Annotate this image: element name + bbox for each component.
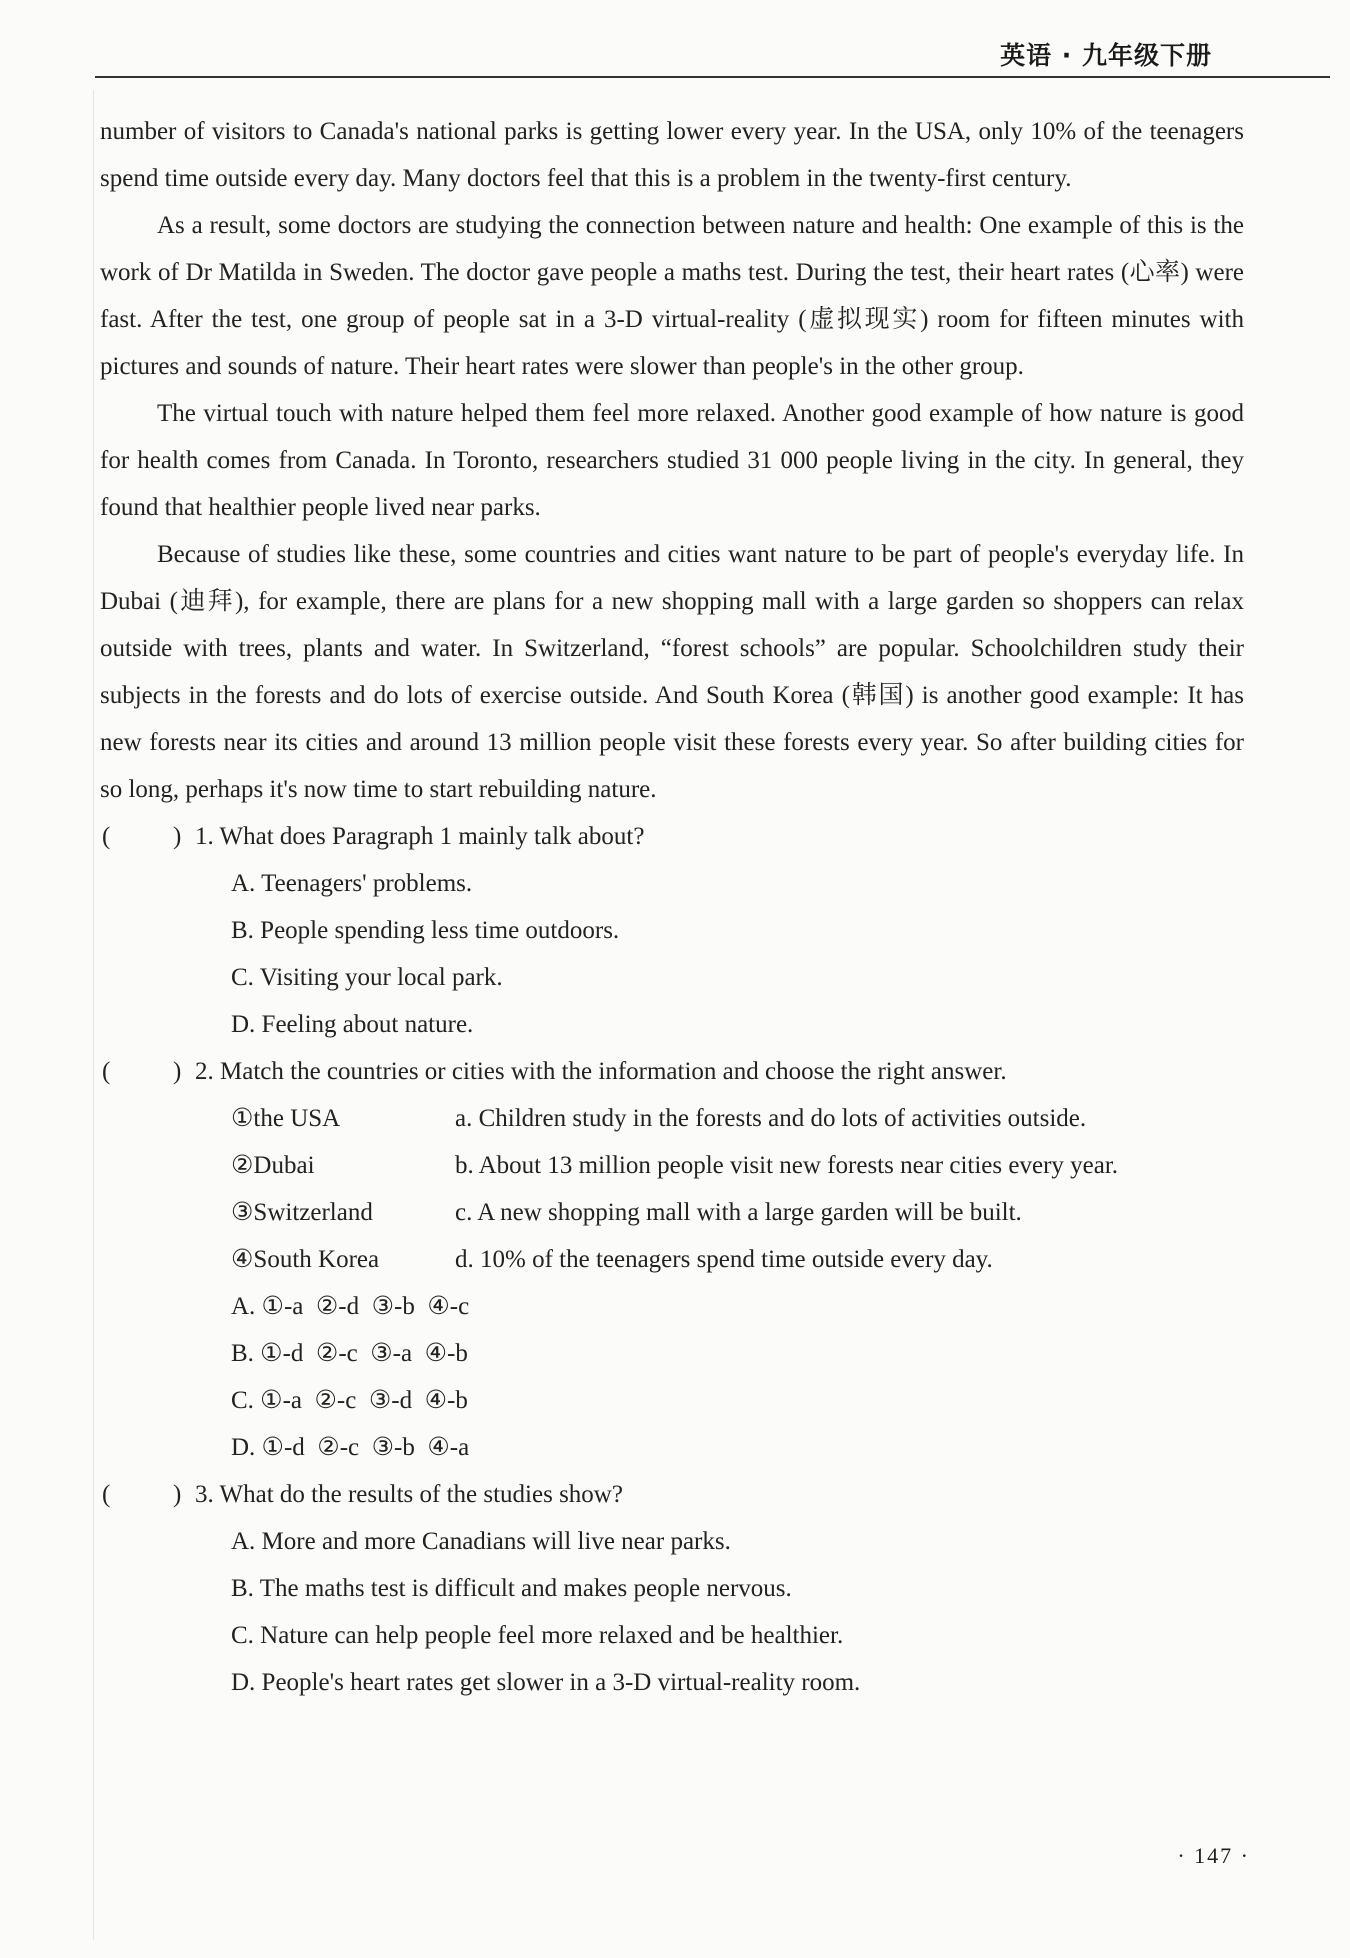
match-place: ②Dubai (231, 1152, 315, 1179)
header-rule (95, 76, 1330, 78)
answer-blank-open: ( (102, 1058, 111, 1085)
answer-blank-close: ) (173, 823, 182, 850)
match-place: ①the USA (231, 1105, 341, 1132)
question-1-option-a: A. Teenagers' problems. (231, 870, 473, 897)
question-2-option-b: B. ①-d ②-c ③-a ④-b (231, 1340, 468, 1367)
passage-paragraph-1: number of visitors to Canada's national parks is getting lower every year. In the USA, only 10% of the teenagers spend time outside every day. Many doctors feel that this is a problem in the twenty-first century. (100, 118, 1244, 192)
match-place: ③Switzerland (231, 1199, 373, 1226)
match-row (100, 1095, 1244, 1142)
question-1-option-b: B. People spending less time outdoors. (231, 917, 620, 944)
question-2-option-a: A. ①-a ②-d ③-b ④-c (231, 1293, 470, 1320)
question-1-option-d: D. Feeling about nature. (231, 1011, 474, 1038)
question-3-text: 3. What do the results of the studies show? (195, 1481, 623, 1508)
match-place: ④South Korea (231, 1246, 380, 1273)
question-3-option-a: A. More and more Canadians will live near parks. (231, 1528, 731, 1555)
book-title: 英语 · 九年级下册 (1000, 41, 1212, 70)
page-content (100, 108, 1244, 1706)
match-info: c. A new shopping mall with a large garden will be built. (455, 1199, 1022, 1226)
match-row (100, 1236, 1244, 1283)
question-2 (100, 1048, 1244, 1095)
page-number: · 147 · (1177, 1843, 1250, 1868)
question-3 (100, 1471, 1244, 1518)
match-info: d. 10% of the teenagers spend time outside every day. (455, 1246, 993, 1273)
match-row (100, 1142, 1244, 1189)
question-1 (100, 813, 1244, 860)
match-row (100, 1189, 1244, 1236)
question-3-option-d: D. People's heart rates get slower in a 3-D virtual-reality room. (231, 1669, 861, 1696)
match-info: b. About 13 million people visit new forests near cities every year. (455, 1152, 1119, 1179)
question-1-text: 1. What does Paragraph 1 mainly talk about? (195, 823, 645, 850)
question-3-option-c: C. Nature can help people feel more relaxed and be healthier. (231, 1622, 844, 1649)
page-header (95, 30, 1330, 78)
answer-blank-close: ) (173, 1058, 182, 1085)
question-2-option-d: D. ①-d ②-c ③-b ④-a (231, 1434, 470, 1461)
answer-blank-close: ) (173, 1481, 182, 1508)
match-info: a. Children study in the forests and do lots of activities outside. (455, 1105, 1087, 1132)
question-1-option-c: C. Visiting your local park. (231, 964, 503, 991)
question-2-option-c: C. ①-a ②-c ③-d ④-b (231, 1387, 468, 1414)
page-edge-shadow (93, 90, 94, 1940)
passage-paragraph-2: As a result, some doctors are studying the connection between nature and health: One example of this is the work of Dr Matilda in Sweden. The doctor gave people a maths test. During the test, their heart rates (心率) were fast. After the test, one group of people sat in a 3-D virtual-reality (虚拟现实) room for fifteen minutes with pictures and sounds of nature. Their heart rates were slower than people's in the other group. (100, 212, 1244, 380)
passage-paragraph-4: Because of studies like these, some countries and cities want nature to be part of people's everyday life. In Dubai (迪拜), for example, there are plans for a new shopping mall with a large garden so shoppers can relax outside with trees, plants and water. In Switzerland, “forest schools” are popular. Schoolchildren study their subjects in the forests and do lots of exercise outside. And South Korea (韩国) is another good example: It has new forests near its cities and around 13 million people visit these forests every year. So after building cities for so long, perhaps it's now time to start rebuilding nature. (100, 541, 1244, 803)
question-3-option-b: B. The maths test is difficult and makes people nervous. (231, 1575, 792, 1602)
answer-blank-open: ( (102, 823, 111, 850)
passage-paragraph-3: The virtual touch with nature helped them feel more relaxed. Another good example of how nature is good for health comes from Canada. In Toronto, researchers studied 31 000 people living in the city. In general, they found that healthier people lived near parks. (100, 400, 1244, 521)
question-2-text: 2. Match the countries or cities with the information and choose the right answer. (195, 1058, 1007, 1085)
answer-blank-open: ( (102, 1481, 111, 1508)
